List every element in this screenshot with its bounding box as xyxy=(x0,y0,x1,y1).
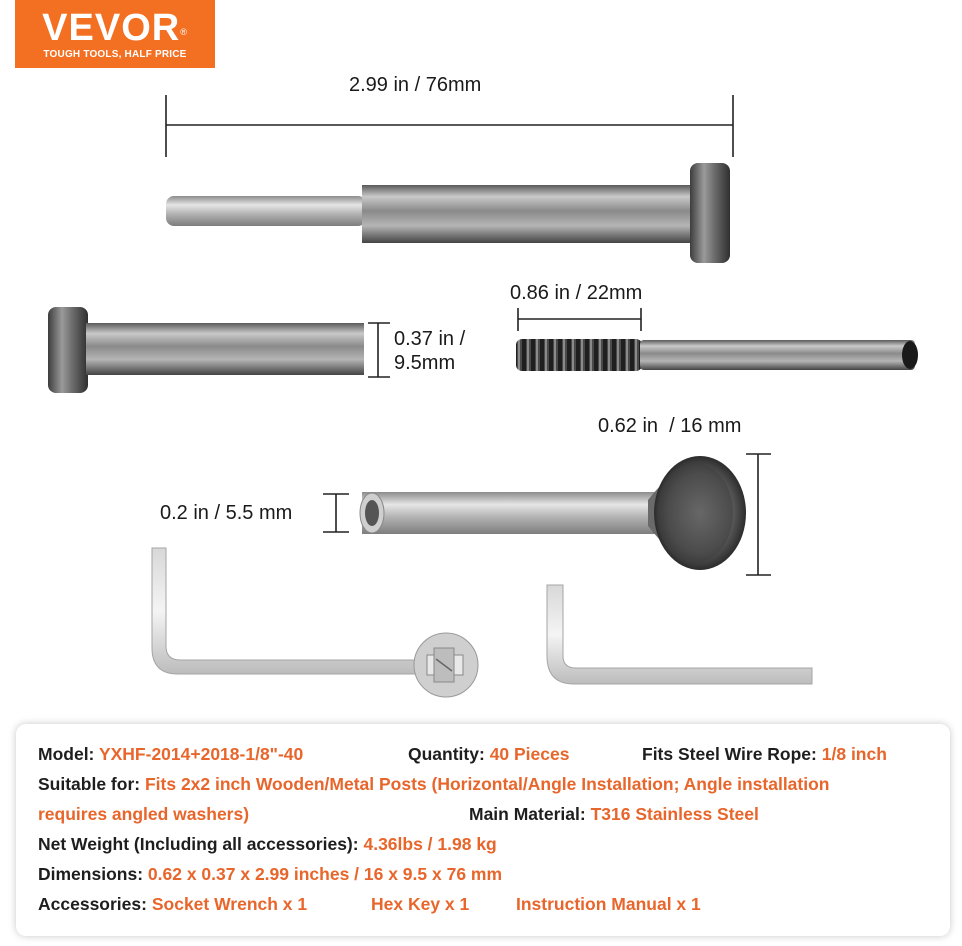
hex-key xyxy=(547,585,812,684)
dim-body-diameter-line2: 9.5mm xyxy=(394,352,456,374)
weight-label: Net Weight (Including all accessories): xyxy=(38,834,359,854)
spec-row-5 xyxy=(38,864,502,885)
dimensions-value: 0.62 x 0.37 x 2.99 inches / 16 x 9.5 x 76 mm xyxy=(147,864,503,884)
spec-panel xyxy=(16,724,950,936)
dimension-line-head-diameter xyxy=(746,454,771,575)
material-label: Main Material: xyxy=(469,804,586,824)
quantity-value: 40 Pieces xyxy=(489,744,570,764)
socket-wrench xyxy=(152,548,478,697)
model-value: YXHF-2014+2018-1/8"-40 xyxy=(98,744,304,764)
dimension-line-hole-diameter xyxy=(323,494,349,532)
brand-tagline: TOUGH TOOLS, HALF PRICE xyxy=(43,49,187,60)
dim-hole-diameter: 0.2 in / 5.5 mm xyxy=(160,502,293,524)
rope-label: Fits Steel Wire Rope: xyxy=(642,744,817,764)
swage-stud-short xyxy=(48,307,364,393)
suitable-value-line2: requires angled washers) xyxy=(38,804,250,824)
rope-value: 1/8 inch xyxy=(821,744,887,764)
suitable-label: Suitable for: xyxy=(38,774,141,794)
accessory-socket-wrench: Socket Wrench x 1 xyxy=(151,894,308,914)
dim-body-diameter-line1: 0.37 in / xyxy=(394,328,466,350)
accessories-label: Accessories: xyxy=(38,894,147,914)
accessory-hex-key: Hex Key x 1 xyxy=(371,894,470,914)
spec-row-2 xyxy=(38,774,829,795)
dim-thread-length: 0.86 in / 22mm xyxy=(510,282,643,304)
weight-value: 4.36lbs / 1.98 kg xyxy=(363,834,497,854)
dimension-line-body-diameter xyxy=(368,323,390,377)
flange-receiver xyxy=(360,456,746,570)
dimension-line-length xyxy=(166,95,733,157)
brand-name: VEVOR® xyxy=(42,7,188,49)
suitable-value-line1: Fits 2x2 inch Wooden/Metal Posts (Horizontal/Angle Installation; Angle installation xyxy=(144,774,830,794)
dimension-line-thread-length xyxy=(518,308,641,331)
dim-overall-length: 2.99 in / 76mm xyxy=(349,74,482,96)
model-label: Model: xyxy=(38,744,95,764)
dim-head-diameter: 0.62 in / 16 mm xyxy=(598,415,742,437)
threaded-stud-long xyxy=(166,163,730,263)
material-value: T316 Stainless Steel xyxy=(590,804,759,824)
spec-row-4 xyxy=(38,834,497,855)
quantity-label: Quantity: xyxy=(408,744,485,764)
dimensions-label: Dimensions: xyxy=(38,864,144,884)
accessory-instruction-manual: Instruction Manual x 1 xyxy=(516,894,701,914)
dim-body-diameter xyxy=(394,327,465,375)
threaded-rod xyxy=(516,339,918,371)
